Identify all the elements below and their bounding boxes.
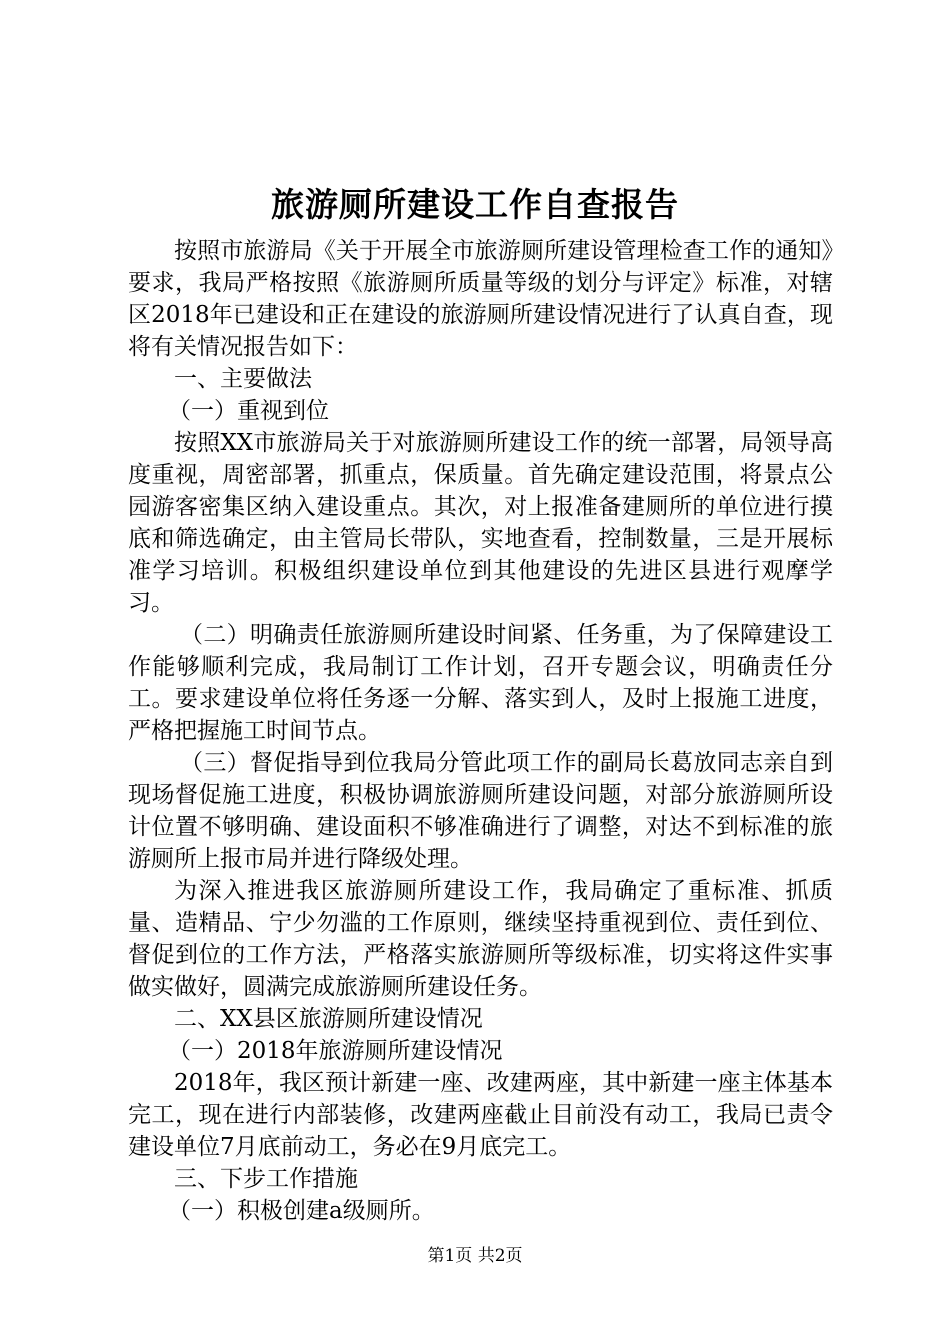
paragraph-1-2: （二）明确责任旅游厕所建设时间紧、任务重，为了保障建设工作能够顺利完成，我局制订工作计划，召开专题会议，明确责任分工。要求建设单位将任务逐一分解、落实到人，及时上报施工进度，严格把握施工时间节点。: [128, 622, 833, 744]
section-heading-1: 一、主要做法: [174, 366, 312, 392]
section-heading-2: 二、XX县区旅游厕所建设情况: [174, 1006, 483, 1032]
intro-paragraph: 按照市旅游局《关于开展全市旅游厕所建设管理检查工作的通知》要求，我局严格按照《旅游厕所质量等级的划分与评定》标准，对辖区2018年已建设和正在建设的旅游厕所建设情况进行了认真自查，现将有关情况报告如下：: [128, 238, 833, 360]
page-number-footer: 第1页 共2页: [427, 1246, 523, 1266]
section-heading-3: 三、下步工作措施: [174, 1166, 358, 1192]
paragraph-1-1: 按照XX市旅游局关于对旅游厕所建设工作的统一部署，局领导高度重视，周密部署，抓重点，保质量。首先确定建设范围，将景点公园游客密集区纳入建设重点。其次，对上报准备建厕所的单位进行摸底和筛选确定，由主管局长带队，实地查看，控制数量，三是开展标准学习培训。积极组织建设单位到其他建设的先进区县进行观摩学习。: [128, 430, 833, 616]
paragraph-summary: 为深入推进我区旅游厕所建设工作，我局确定了重标准、抓质量、造精品、宁少勿滥的工作原则，继续坚持重视到位、责任到位、督促到位的工作方法，严格落实旅游厕所等级标准，切实将这件实事做实做好，圆满完成旅游厕所建设任务。: [128, 878, 833, 1000]
subsection-heading-3-1: （一）积极创建a级厕所。: [168, 1198, 435, 1224]
subsection-heading-1-1: （一）重视到位: [168, 398, 329, 424]
subsection-heading-2-1: （一）2018年旅游厕所建设情况: [168, 1038, 503, 1064]
document-body: [128, 235, 833, 1227]
document-title: 旅游厕所建设工作自查报告: [271, 185, 679, 224]
paragraph-2-1: 2018年，我区预计新建一座、改建两座，其中新建一座主体基本完工，现在进行内部装修，改建两座截止目前没有动工，我局已责令建设单位7月底前动工，务必在9月底完工。: [128, 1070, 833, 1160]
paragraph-1-3: （三）督促指导到位我局分管此项工作的副局长葛放同志亲自到现场督促施工进度，积极协调旅游厕所建设问题，对部分旅游厕所设计位置不够明确、建设面积不够准确进行了调整，对达不到标准的旅游厕所上报市局并进行降级处理。: [128, 750, 833, 872]
